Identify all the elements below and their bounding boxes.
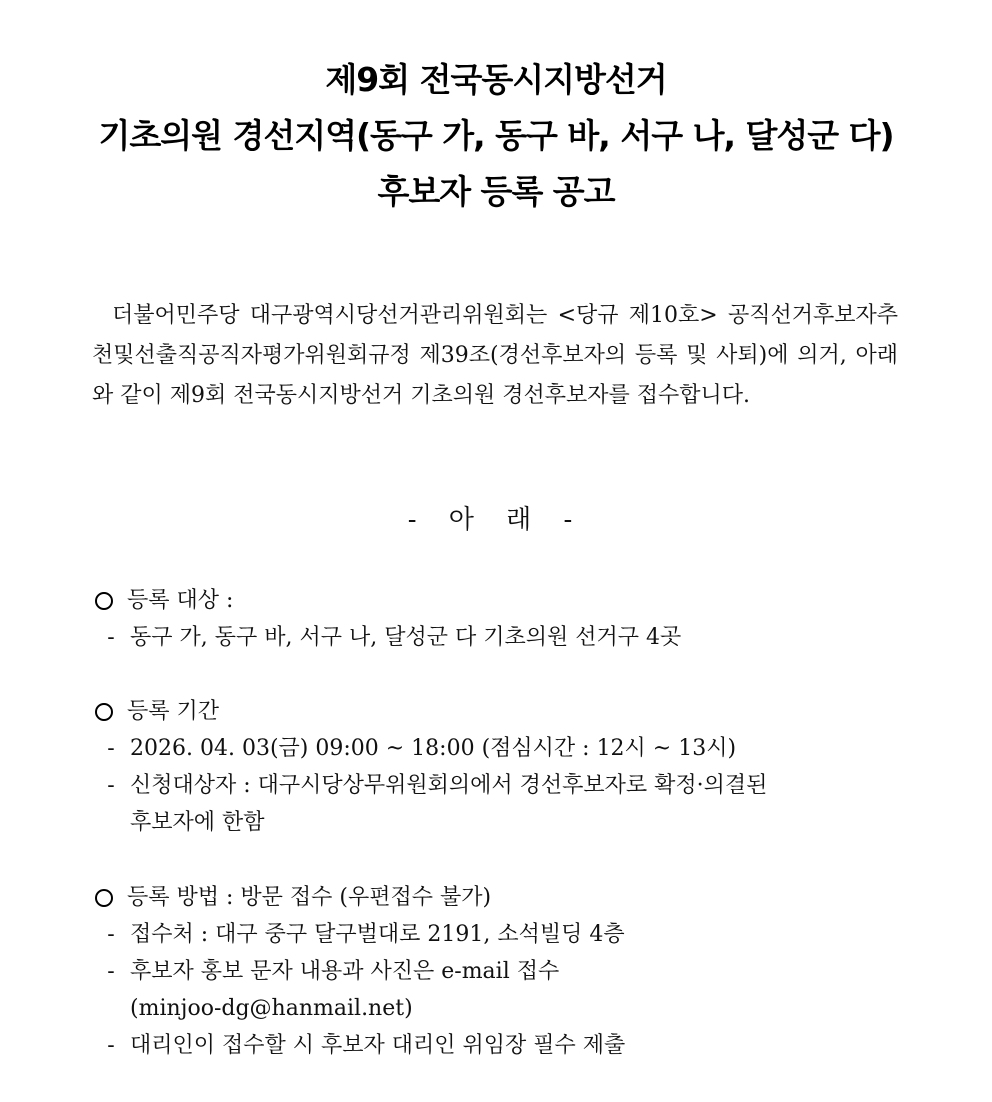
list-item <box>92 953 912 990</box>
dash-marker: - <box>107 1033 115 1058</box>
ar-heading: - 아 래 - <box>407 505 585 535</box>
section-registration-target <box>92 582 912 656</box>
section-registration-period <box>92 693 912 841</box>
list-item <box>92 767 912 804</box>
section-heading <box>92 693 912 730</box>
list-item-text: 접수처 : 대구 중구 달구벌대로 2191, 소석빌딩 4층 <box>130 922 625 947</box>
section-heading <box>92 879 912 916</box>
title-line-2: 기초의원 경선지역(동구 가, 동구 바, 서구 나, 달성군 다) <box>98 116 894 155</box>
section-registration-method <box>92 879 912 1064</box>
list-item-continuation: 후보자에 한함 <box>130 810 265 835</box>
list-item <box>92 619 912 656</box>
section-heading-text: 등록 기간 <box>127 699 220 724</box>
list-item-text: 후보자 홍보 문자 내용과 사진은 e-mail 접수 <box>130 959 560 984</box>
list-item-text: 2026. 04. 03(금) 09:00 ~ 18:00 (점심시간 : 12시 ~ 13시) <box>130 736 737 761</box>
notice-title <box>0 52 992 220</box>
section-heading <box>92 582 912 619</box>
list-item <box>92 916 912 953</box>
title-line-1: 제9회 전국동시지방선거 <box>325 60 667 99</box>
circle-bullet-icon <box>95 592 113 610</box>
list-item-text: 대리인이 접수할 시 후보자 대리인 위임장 필수 제출 <box>130 1033 626 1058</box>
list-item <box>92 1027 912 1064</box>
list-item-text: 신청대상자 : 대구시당상무위원회의에서 경선후보자로 확정·의결된 <box>130 773 768 798</box>
circle-bullet-icon <box>95 889 113 907</box>
section-heading-text: 등록 대상 : <box>127 588 234 613</box>
dash-marker: - <box>107 625 115 650</box>
dash-marker: - <box>107 959 115 984</box>
dash-marker: - <box>107 773 115 798</box>
intro-text: 더불어민주당 대구광역시당선거관리위원회는 <당규 제10호> 공직선거후보자추천및선출직공직자평가위원회규정 제39조(경선후보자의 등록 및 사퇴)에 의거, 아래와 같이 제9회 전국동시지방선거 기초의원 경선후보자를 접수합니다. <box>92 303 898 408</box>
list-item <box>92 730 912 767</box>
circle-bullet-icon <box>95 703 113 721</box>
list-item-text: 동구 가, 동구 바, 서구 나, 달성군 다 기초의원 선거구 4곳 <box>130 625 682 650</box>
email-address: (minjoo-dg@hanmail.net) <box>130 996 413 1021</box>
title-line-3: 후보자 등록 공고 <box>377 172 615 211</box>
dash-marker: - <box>107 736 115 761</box>
dash-marker: - <box>107 922 115 947</box>
intro-paragraph <box>92 296 898 416</box>
section-heading-text: 등록 방법 : 방문 접수 (우편접수 불가) <box>127 885 492 910</box>
